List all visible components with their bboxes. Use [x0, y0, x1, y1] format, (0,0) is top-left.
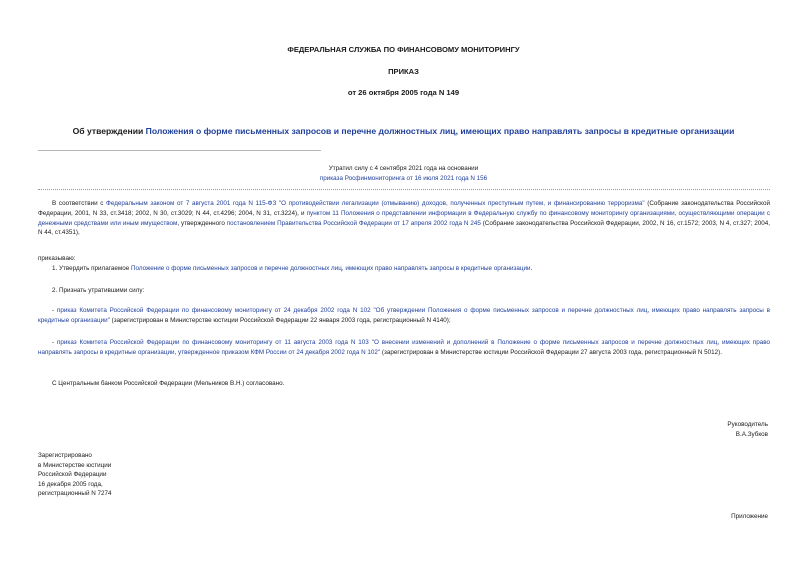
doc-date-number: от 26 октября 2005 года N 149	[347, 88, 460, 97]
status-line: Утратил силу с 4 сентября 2021 года на основании	[328, 165, 479, 172]
doc-title-prefix: Об утверждении	[72, 126, 146, 136]
item-text: (зарегистрирован в Министерстве юстиции Российской Федерации 22 января 2003 года, регистрационный N 4140);	[109, 316, 451, 324]
signature-block	[727, 420, 768, 439]
status-separator	[38, 189, 770, 190]
order-item-1	[38, 264, 770, 274]
status-repeal-link[interactable]: приказа Росфинмониторинга от 16 июля 2021 года N 156	[319, 174, 488, 182]
status-note	[0, 164, 807, 183]
government-decree-link[interactable]: постановлением Правительства Российской Федерации от 17 апреля 2002 года N 245	[226, 219, 481, 227]
doc-type: ПРИКАЗ	[388, 67, 419, 76]
preamble-text: (Собрание законодательства Российской Федерации, 2001, N 33, ст.3418; 2002, N 30, ст.3029; N 44, ст.4296; 2004, N 31, ст.3224), и	[38, 200, 770, 217]
doc-title	[0, 126, 807, 136]
appendix-label: Приложение	[731, 513, 768, 520]
signature-role: Руководитель	[727, 421, 768, 428]
item-text: (зарегистрирован в Министерстве юстиции Российской Федерации 27 августа 2003 года, регистрационный N 5012).	[380, 348, 723, 356]
kfm-order-102-link[interactable]: приказ Комитета Российской Федерации по финансовому мониторингу от 24 декабря 2002 года N 102 "Об утверждении Положения о форме письменных запросов и перечне должностных лиц, имеющих право направлять запросы в кредитные организации"	[38, 307, 770, 324]
preamble-text: , утвержденного	[177, 219, 227, 227]
preamble-paragraph	[38, 199, 770, 238]
regulation-link[interactable]: Положение о форме письменных запросов и перечне должностных лиц, имеющих право направлять запросы в кредитные организации	[130, 265, 531, 272]
federal-law-link[interactable]: Федеральным законом от 7 августа 2001 года N 115-ФЗ "О противодействии легализации (отмыванию) доходов, полученных преступным путем, и финансированию терроризма"	[106, 200, 645, 207]
order-item-2: 2. Признать утратившими силу:	[52, 287, 145, 294]
agreement-note: С Центральным банком Российской Федерации (Мельников В.Н.) согласовано.	[52, 380, 285, 387]
item-text: 1. Утвердить прилагаемое	[52, 265, 131, 272]
item-text: -	[52, 339, 57, 346]
repealed-item-2	[38, 338, 770, 358]
kfm-order-103-link[interactable]: приказ Комитета Российской Федерации по финансовому мониторингу от 11 августа 2003 года N 103 "О внесении изменений и дополнений в Положение о форме письменных запросов и перечне должностных лиц, имеющих право направлять запросы в кредитные организации, утвержденное приказом КФМ России от 24 декабря 2002 года N 102"	[38, 339, 770, 356]
regulation-item-link[interactable]: пунктом 11 Положения о представлении информации в Федеральную службу по финансовому мониторингу организациями, осуществляющими операции с денежными средствами или иным имуществом	[38, 209, 770, 227]
repealed-item-1	[38, 306, 770, 326]
preamble-text: (Собрание законодательства Российской Федерации, 2002, N 16, ст.1572; 2003, N 4, ст.327; 2004, N 44, ст.4351),	[38, 219, 770, 237]
order-word: приказываю:	[38, 255, 76, 262]
preamble-text: В соответствии с	[52, 200, 107, 207]
registration-line: в Министерстве юстиции	[38, 461, 112, 469]
agency-name: ФЕДЕРАЛЬНАЯ СЛУЖБА ПО ФИНАНСОВОМУ МОНИТОРИНГУ	[287, 45, 520, 54]
item-text: -	[52, 307, 57, 314]
title-separator	[38, 150, 321, 151]
registration-line: 16 декабря 2005 года,	[38, 480, 103, 488]
item-text: .	[530, 265, 533, 272]
registration-line: регистрационный N 7274	[38, 490, 112, 498]
registration-line: Зарегистрировано	[38, 452, 92, 459]
signature-name: В.А.Зубков	[735, 430, 768, 438]
doc-title-link[interactable]: Положения о форме письменных запросов и перечне должностных лиц, имеющих право направлять запросы в кредитные организации	[145, 126, 735, 136]
registration-block	[38, 451, 112, 499]
registration-line: Российской Федерации	[38, 471, 107, 479]
